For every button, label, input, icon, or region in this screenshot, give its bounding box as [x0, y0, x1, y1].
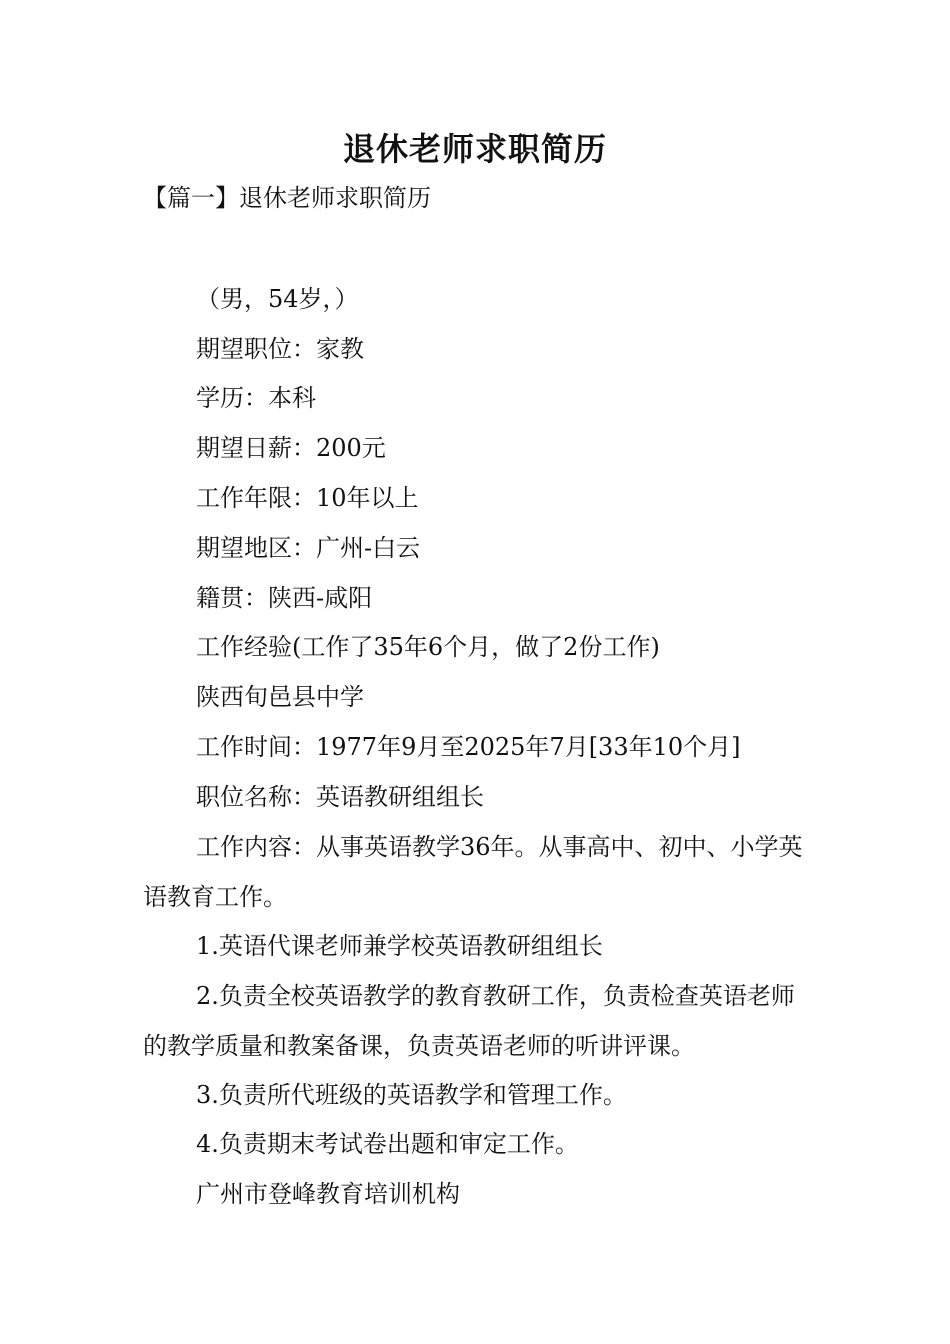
- work-time-line: 工作时间：1977年9月至2025年7月[33年10个月]: [196, 733, 741, 761]
- duty-item-4: 4.负责期末考试卷出题和审定工作。: [196, 1130, 579, 1158]
- expected-region-line: 期望地区：广州-白云: [196, 534, 421, 562]
- section-heading: 【篇一】退休老师求职简历: [143, 184, 431, 212]
- duty-item-3: 3.负责所代班级的英语教学和管理工作。: [196, 1081, 627, 1109]
- employer-2-line: 广州市登峰教育培训机构: [196, 1180, 460, 1208]
- position-name-line: 职位名称：英语教研组组长: [196, 783, 484, 811]
- education-line: 学历：本科: [196, 384, 316, 412]
- employer-1-line: 陕西旬邑县中学: [196, 683, 364, 711]
- native-place-line: 籍贯：陕西-咸阳: [196, 584, 373, 612]
- duty-item-1: 1.英语代课老师兼学校英语教研组组长: [196, 932, 603, 960]
- work-experience-line: 工作经验(工作了35年6个月，做了2份工作): [196, 633, 660, 661]
- work-years-line: 工作年限：10年以上: [196, 484, 419, 512]
- personal-info-line: （男，54岁，）: [196, 285, 359, 313]
- expected-salary-line: 期望日薪：200元: [196, 434, 386, 462]
- duty-item-2: 2.负责全校英语教学的教育教研工作，负责检查英语老师的教学质量和教案备课，负责英语老师的听讲评课。: [143, 982, 795, 1060]
- expected-position-line: 期望职位：家教: [196, 335, 364, 363]
- job-content-paragraph: 工作内容：从事英语教学36年。从事高中、初中、小学英语教育工作。: [143, 833, 803, 911]
- document-title: 退休老师求职简历: [342, 130, 607, 168]
